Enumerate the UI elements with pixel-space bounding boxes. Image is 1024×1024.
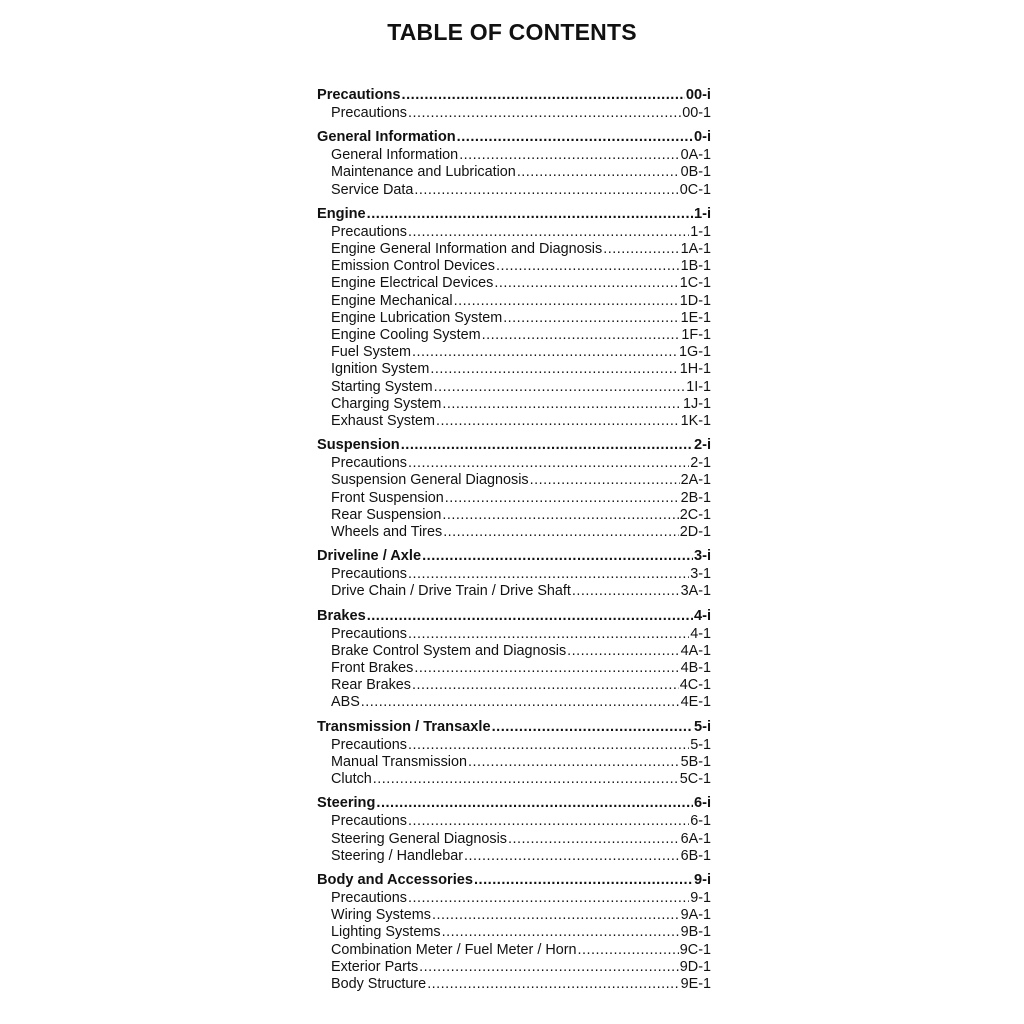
dot-leader — [408, 105, 681, 122]
toc-entry-row[interactable] — [317, 976, 711, 993]
entry-page-number: 4E-1 — [680, 694, 711, 711]
entry-page-number: 1C-1 — [679, 275, 711, 292]
section-page-number: 00-i — [685, 87, 711, 103]
toc-entry-row[interactable] — [317, 455, 711, 472]
entry-page-number: 2D-1 — [679, 524, 711, 541]
entry-title: Rear Brakes — [331, 677, 411, 694]
dot-leader — [517, 164, 680, 181]
toc-section — [317, 607, 711, 712]
toc-section — [317, 128, 711, 199]
toc-entry-row[interactable] — [317, 942, 711, 959]
toc-entry-row[interactable] — [317, 396, 711, 413]
toc-entry-row[interactable] — [317, 147, 711, 164]
dot-leader — [408, 626, 689, 643]
section-heading-row[interactable] — [317, 794, 711, 813]
entry-title: Precautions — [331, 455, 407, 472]
dot-leader — [427, 976, 679, 993]
dot-leader — [422, 547, 693, 566]
dot-leader — [457, 128, 693, 147]
entry-title: Wiring Systems — [331, 907, 431, 924]
dot-leader — [373, 771, 679, 788]
toc-entry-row[interactable] — [317, 472, 711, 489]
dot-leader — [367, 607, 693, 626]
toc-entry-row[interactable] — [317, 413, 711, 430]
toc-section — [317, 436, 711, 541]
entry-title: General Information — [331, 147, 459, 164]
entry-title: Precautions — [331, 813, 407, 830]
section-title: Transmission / Transaxle — [317, 718, 491, 735]
toc-entry-row[interactable] — [317, 737, 711, 754]
entry-page-number: 1I-1 — [686, 378, 711, 395]
toc-entry-row[interactable] — [317, 164, 711, 181]
entry-title: Exhaust System — [331, 413, 435, 430]
dot-leader — [454, 293, 679, 310]
section-title: Steering — [317, 795, 376, 812]
dot-leader — [464, 848, 680, 865]
dot-leader — [459, 147, 679, 164]
entry-page-number: 3A-1 — [680, 583, 711, 600]
entry-title: Clutch — [331, 771, 372, 788]
entry-title: Engine Cooling System — [331, 327, 481, 344]
dot-leader — [402, 86, 685, 105]
dot-leader — [376, 794, 693, 813]
dot-leader — [603, 241, 679, 258]
entry-title: Engine Mechanical — [331, 292, 453, 309]
toc-entry-row[interactable] — [317, 327, 711, 344]
toc-entry-row[interactable] — [317, 813, 711, 830]
toc-entry-row[interactable] — [317, 924, 711, 941]
dot-leader — [412, 344, 678, 361]
dot-leader — [443, 524, 679, 541]
entry-title: Precautions — [331, 105, 407, 121]
entry-title: Exterior Parts — [331, 958, 419, 975]
dot-leader — [494, 275, 678, 292]
entry-page-number: 1E-1 — [680, 309, 711, 326]
toc-entry-row[interactable] — [317, 490, 711, 507]
entry-page-number: 4C-1 — [679, 677, 711, 694]
entry-title: Combination Meter / Fuel Meter / Horn — [331, 941, 577, 958]
entry-page-number: 0B-1 — [680, 164, 711, 181]
toc-entry-row[interactable] — [317, 224, 711, 241]
toc-entry-row[interactable] — [317, 643, 711, 660]
entry-page-number: 00-1 — [682, 105, 711, 121]
dot-leader — [434, 379, 686, 396]
entry-page-number: 9D-1 — [679, 958, 711, 975]
dot-leader — [445, 490, 680, 507]
section-page-number: 4-i — [693, 607, 711, 624]
entry-title: Engine General Information and Diagnosis — [331, 241, 603, 258]
entry-title: Body Structure — [331, 975, 427, 992]
toc-entry-row[interactable] — [317, 754, 711, 771]
toc-entry-row[interactable] — [317, 660, 711, 677]
section-page-number: 9-i — [693, 871, 711, 888]
section-heading-row[interactable] — [317, 547, 711, 566]
entry-title: Precautions — [331, 889, 407, 906]
dot-leader — [408, 224, 689, 241]
entry-title: Charging System — [331, 395, 442, 412]
toc-entry-row[interactable] — [317, 310, 711, 327]
entry-page-number: 1F-1 — [681, 327, 711, 344]
dot-leader — [442, 396, 682, 413]
entry-page-number: 1J-1 — [683, 395, 711, 412]
toc-entry-row[interactable] — [317, 379, 711, 396]
entry-title: Engine Electrical Devices — [331, 275, 494, 292]
table-of-contents — [317, 86, 711, 999]
entry-title: Precautions — [331, 736, 407, 753]
entry-title: Steering General Diagnosis — [331, 830, 507, 847]
entry-title: Engine Lubrication System — [331, 309, 503, 326]
dot-leader — [468, 754, 680, 771]
dot-leader — [401, 436, 693, 455]
page-title: TABLE OF CONTENTS — [387, 19, 637, 45]
entry-title: Precautions — [331, 223, 407, 240]
entry-title: Lighting Systems — [331, 924, 441, 941]
section-page-number: 3-i — [693, 548, 711, 565]
dot-leader — [578, 942, 679, 959]
dot-leader — [508, 831, 680, 848]
dot-leader — [408, 566, 689, 583]
toc-section — [317, 871, 711, 993]
entry-title: Precautions — [331, 625, 407, 642]
toc-entry-row[interactable] — [317, 831, 711, 848]
entry-title: Maintenance and Lubrication — [331, 164, 516, 181]
entry-title: Manual Transmission — [331, 753, 467, 770]
dot-leader — [482, 327, 681, 344]
entry-page-number: 0C-1 — [679, 181, 711, 198]
toc-entry-row[interactable] — [317, 694, 711, 711]
entry-page-number: 1G-1 — [679, 344, 711, 361]
toc-entry-row[interactable] — [317, 890, 711, 907]
toc-entry-row[interactable] — [317, 344, 711, 361]
dot-leader — [436, 413, 680, 430]
entry-page-number: 1D-1 — [679, 292, 711, 309]
entry-title: ABS — [331, 694, 360, 711]
section-heading-row[interactable] — [317, 205, 711, 224]
toc-entry-row[interactable] — [317, 524, 711, 541]
dot-leader — [442, 507, 678, 524]
section-page-number: 6-i — [693, 795, 711, 812]
entry-page-number: 5-1 — [690, 736, 711, 753]
dot-leader — [414, 660, 679, 677]
toc-entry-row[interactable] — [317, 677, 711, 694]
entry-page-number: 4A-1 — [680, 642, 711, 659]
toc-entry-row[interactable] — [317, 907, 711, 924]
entry-page-number: 2B-1 — [680, 489, 711, 506]
section-heading-row[interactable] — [317, 871, 711, 890]
toc-entry-row[interactable] — [317, 258, 711, 275]
entry-title: Steering / Handlebar — [331, 847, 463, 864]
entry-page-number: 4B-1 — [680, 660, 711, 677]
dot-leader — [432, 907, 680, 924]
entry-title: Front Brakes — [331, 660, 414, 677]
section-page-number: 1-i — [693, 205, 711, 222]
toc-entry-row[interactable] — [317, 626, 711, 643]
entry-page-number: 1-1 — [690, 223, 711, 240]
dot-leader — [442, 924, 680, 941]
toc-entry-row[interactable] — [317, 182, 711, 199]
dot-leader — [492, 718, 693, 737]
dot-leader — [419, 959, 679, 976]
toc-entry-row[interactable] — [317, 105, 711, 122]
dot-leader — [567, 643, 679, 660]
dot-leader — [430, 361, 678, 378]
entry-title: Wheels and Tires — [331, 524, 443, 541]
entry-page-number: 1B-1 — [680, 258, 711, 275]
section-title: Brakes — [317, 607, 366, 624]
toc-entry-row[interactable] — [317, 583, 711, 600]
section-title: General Information — [317, 129, 456, 146]
entry-title: Starting System — [331, 378, 433, 395]
entry-page-number: 5B-1 — [680, 753, 711, 770]
toc-section — [317, 547, 711, 600]
section-heading-row[interactable] — [317, 128, 711, 147]
entry-title: Front Suspension — [331, 489, 444, 506]
entry-page-number: 2-1 — [690, 455, 711, 472]
toc-section — [317, 718, 711, 789]
toc-entry-row[interactable] — [317, 241, 711, 258]
toc-entry-row[interactable] — [317, 959, 711, 976]
section-heading-row[interactable] — [317, 718, 711, 737]
section-heading-row[interactable] — [317, 607, 711, 626]
entry-page-number: 1H-1 — [679, 361, 711, 378]
toc-entry-row[interactable] — [317, 275, 711, 292]
toc-section — [317, 86, 711, 122]
dot-leader — [474, 871, 693, 890]
entry-title: Precautions — [331, 566, 407, 583]
entry-page-number: 9E-1 — [680, 975, 711, 992]
entry-page-number: 6A-1 — [680, 830, 711, 847]
section-page-number: 0-i — [693, 129, 711, 146]
entry-page-number: 6-1 — [690, 813, 711, 830]
entry-title: Service Data — [331, 181, 414, 198]
toc-entry-row[interactable] — [317, 293, 711, 310]
dot-leader — [408, 455, 689, 472]
section-title: Precautions — [317, 87, 401, 103]
entry-page-number: 1A-1 — [680, 241, 711, 258]
toc-entry-row[interactable] — [317, 771, 711, 788]
entry-page-number: 9C-1 — [679, 941, 711, 958]
toc-section — [317, 205, 711, 430]
entry-page-number: 9B-1 — [680, 924, 711, 941]
entry-page-number: 9-1 — [690, 889, 711, 906]
dot-leader — [408, 890, 689, 907]
entry-page-number: 5C-1 — [679, 771, 711, 788]
section-page-number: 5-i — [693, 718, 711, 735]
toc-section — [317, 794, 711, 865]
section-heading-row[interactable] — [317, 436, 711, 455]
entry-page-number: 9A-1 — [680, 907, 711, 924]
entry-title: Brake Control System and Diagnosis — [331, 642, 567, 659]
entry-title: Ignition System — [331, 361, 430, 378]
dot-leader — [412, 677, 679, 694]
entry-title: Drive Chain / Drive Train / Drive Shaft — [331, 583, 571, 600]
section-title: Engine — [317, 205, 366, 222]
dot-leader — [503, 310, 679, 327]
toc-entry-row[interactable] — [317, 566, 711, 583]
dot-leader — [361, 694, 680, 711]
entry-title: Rear Suspension — [331, 506, 442, 523]
entry-page-number: 4-1 — [690, 625, 711, 642]
section-title: Body and Accessories — [317, 871, 473, 888]
section-title: Suspension — [317, 437, 400, 454]
dot-leader — [408, 813, 689, 830]
entry-page-number: 0A-1 — [680, 147, 711, 164]
entry-title: Suspension General Diagnosis — [331, 472, 529, 489]
toc-entry-row[interactable] — [317, 361, 711, 378]
section-heading-row[interactable] — [317, 86, 711, 105]
entry-page-number: 6B-1 — [680, 847, 711, 864]
section-title: Driveline / Axle — [317, 548, 422, 565]
toc-entry-row[interactable] — [317, 848, 711, 865]
dot-leader — [408, 737, 689, 754]
dot-leader — [530, 472, 680, 489]
entry-title: Fuel System — [331, 344, 411, 361]
entry-page-number: 2C-1 — [679, 506, 711, 523]
dot-leader — [572, 583, 680, 600]
dot-leader — [414, 182, 678, 199]
entry-title: Emission Control Devices — [331, 258, 495, 275]
entry-page-number: 3-1 — [690, 566, 711, 583]
toc-entry-row[interactable] — [317, 507, 711, 524]
dot-leader — [496, 258, 680, 275]
dot-leader — [367, 205, 693, 224]
entry-page-number: 2A-1 — [680, 472, 711, 489]
section-page-number: 2-i — [693, 437, 711, 454]
entry-page-number: 1K-1 — [680, 413, 711, 430]
